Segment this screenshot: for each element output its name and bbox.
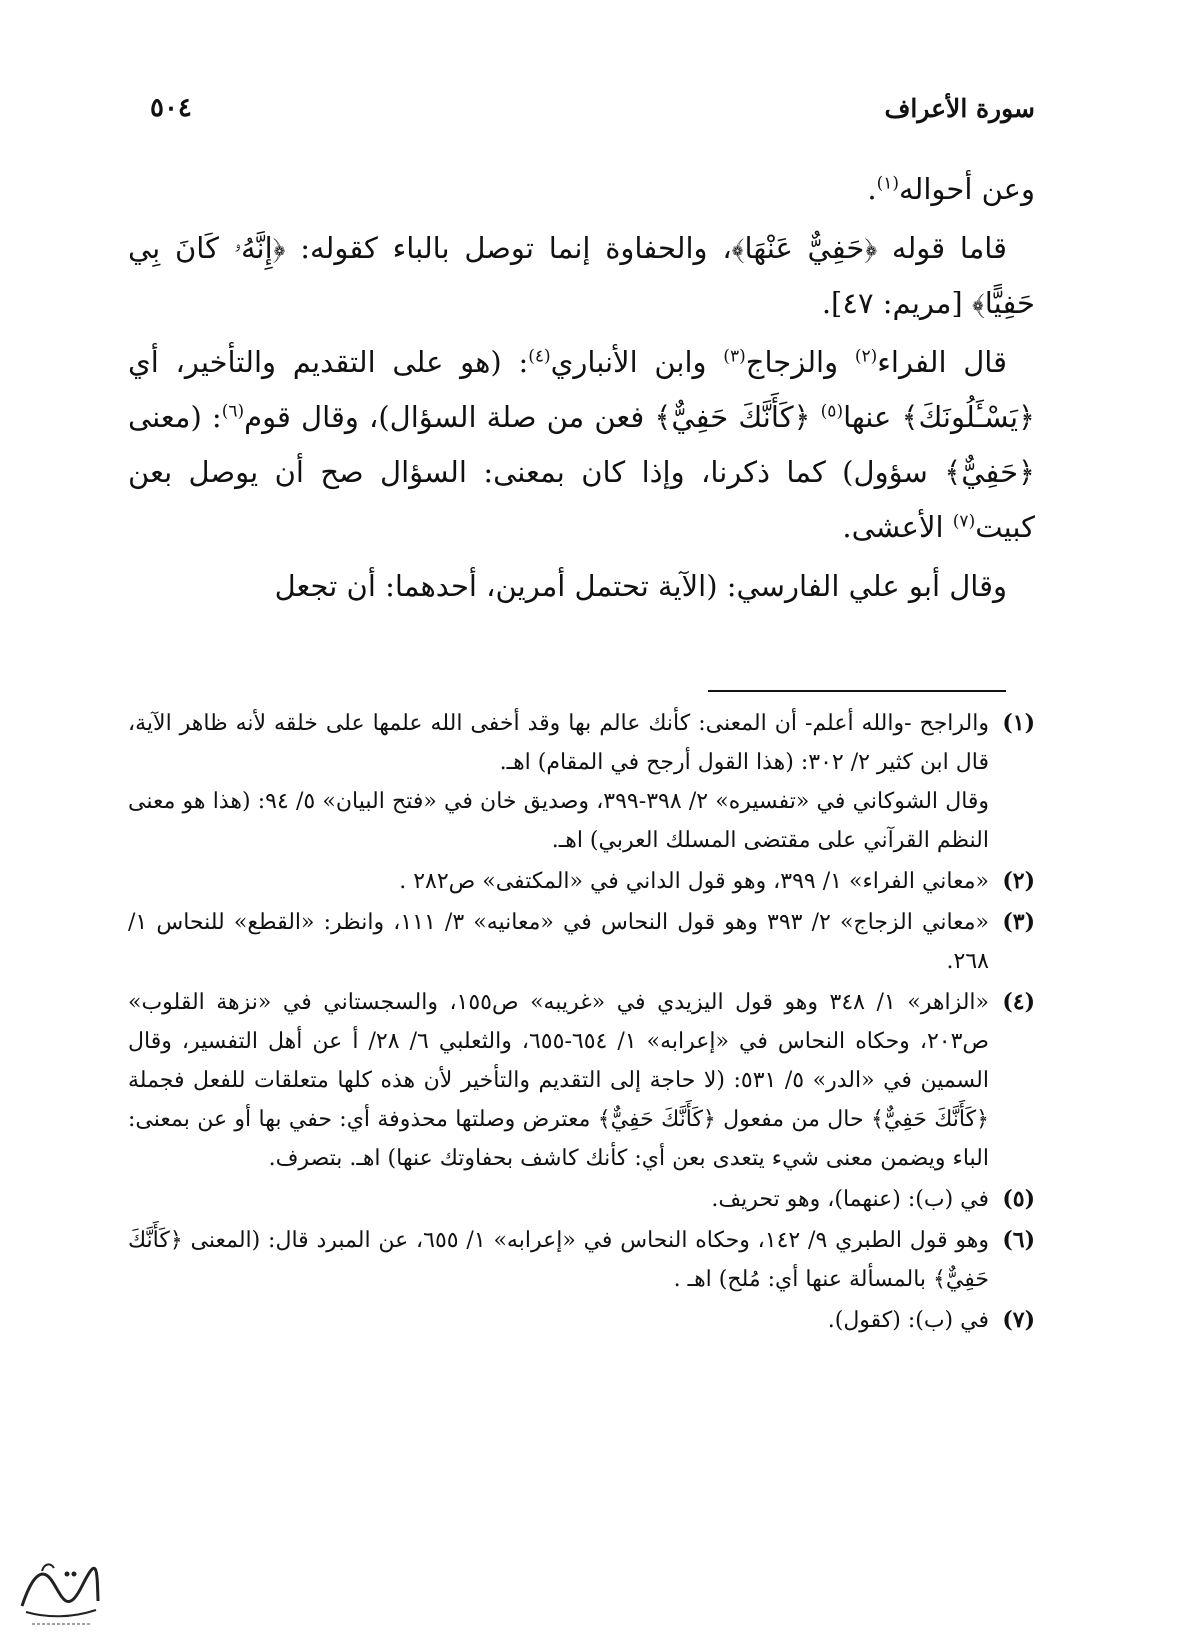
paragraph-2: قاما قوله ﴿حَفِيٌّ عَنْهَا﴾، والحفاوة إنما توصل بالباء كقوله: ﴿إِنَّهُۥ كَانَ بِي حَفِيًّا﴾ [مريم: ٤٧]. <box>128 231 1035 320</box>
footnote-line: وهو قول الطبري ٩/ ١٤٢، وحكاه النحاس في «إعرابه» ١/ ٦٥٥، عن المبرد قال: (المعنى ﴿كَأَنَّكَ حَفِيٌّ﴾ بالمسألة عنها أي: مُلح) اهـ . <box>128 1228 990 1292</box>
footnote-text <box>128 903 989 981</box>
footnote-text <box>128 1221 989 1299</box>
paragraph-text: وعن أحواله <box>898 172 1035 206</box>
footnote-number: (٥) <box>1002 1186 1035 1212</box>
footnote-6 <box>128 1221 1035 1299</box>
stamp-logo-icon <box>12 1546 104 1636</box>
footnote-number: (٦) <box>1002 1227 1035 1253</box>
footnote-5 <box>128 1180 1035 1219</box>
footnote-text <box>128 983 989 1178</box>
paragraph-tail: . <box>867 172 877 206</box>
footnote-separator <box>708 690 1006 692</box>
footnote-text <box>128 862 989 901</box>
main-text <box>128 162 1035 618</box>
footnotes <box>128 704 1035 1342</box>
footnote-2 <box>128 862 1035 901</box>
footnote-line: والراجح -والله أعلم- أن المعنى: كأنك عالم بها وقد أخفى الله علمها على خلقه لأنه ظاهر الآية، قال ابن كثير ٢/ ٣٠٢: (هذا القول أرجح في المقام) اهـ. <box>128 711 989 775</box>
footnote-line: «الزاهر» ١/ ٣٤٨ وهو قول اليزيدي في «غريبه» ص١٥٥، والسجستاني في «نزهة القلوب» ص٢٠٣، وحكاه النحاس في «إعرابه» ١/ ٦٥٤-٦٥٥، والثعلبي ٦/ ٢٨/ أ عن أهل التفسير، وقال السمين في «الدر» ٥/ ٥٣١: (لا حاجة إلى التقديم والتأخير لأن هذه كلها متعلقات للفعل فجملة ﴿كَأَنَّكَ حَفِيٌّ﴾ حال من مفعول ﴿كَأَنَّكَ حَفِيٌّ﴾ معترض وصلتها محذوفة أي: حفي بها أو عن بمعنى: الباء ويضمن معنى شيء يتعدى بعن أي: كأنك كاشف بحفاوتك عنها) اهـ. بتصرف. <box>128 990 990 1171</box>
paragraph-1 <box>128 162 1035 217</box>
paragraph-seg-e: ﴿كَأَنَّكَ حَفِيٌّ﴾ فعن من صلة السؤال)، وقال قوم <box>244 400 821 434</box>
footnote-line: «معاني الزجاج» ٢/ ٣٩٣ وهو قول النحاس في «معانيه» ٣/ ١١١، وانظر: «القطع» للنحاس ١/ ٢٦٨. <box>128 910 990 974</box>
paragraph-seg-b: والزجاج <box>745 345 855 379</box>
page-number: ٥٠٤ <box>150 93 192 123</box>
page-header <box>150 88 1035 128</box>
footnote-number: (٧) <box>1002 1307 1035 1333</box>
surah-title: سورة الأعراف <box>884 93 1035 123</box>
footnote-number: (٤) <box>1002 989 1035 1015</box>
paragraph-seg-c: وابن الأنباري <box>550 345 724 379</box>
footnote-ref-6: (٦) <box>221 401 245 422</box>
paragraph-seg-g: الأعشى. <box>842 510 953 544</box>
footnote-line: وقال الشوكاني في «تفسيره» ٢/ ٣٩٨-٣٩٩، وصديق خان في «فتح البيان» ٥/ ٩٤: (هذا هو معنى النظم القرآني على مقتضى المسلك العربي) اهـ. <box>128 789 990 853</box>
footnote-ref-2: (٢) <box>854 346 878 367</box>
paragraph-seg-a: قال الفراء <box>877 345 1007 379</box>
footnote-3 <box>128 903 1035 981</box>
footnote-line: في (ب): (كقول). <box>827 1308 989 1333</box>
paragraph-seg-d: : (هو على التقديم والتأخير، أي ﴿يَسْـَٔلُونَكَ﴾ عنها <box>128 345 1036 434</box>
footnote-4 <box>128 983 1035 1178</box>
paragraph-3 <box>128 335 1035 555</box>
footnote-number: (١) <box>1002 710 1035 736</box>
footnote-ref-5: (٥) <box>820 401 844 422</box>
footnote-line: في (ب): (عنهما)، وهو تحريف. <box>711 1187 989 1212</box>
paragraph-seg-f: : (معنى ﴿حَفِيٌّ﴾ سؤول) كما ذكرنا، وإذا كان بمعنى: السؤال صح أن يوصل بعن كبيت <box>128 400 1035 544</box>
footnote-ref-7: (٧) <box>952 511 976 532</box>
footnote-line: «معاني الفراء» ١/ ٣٩٩، وهو قول الداني في «المكتفى» ص٢٨٢ . <box>399 869 989 894</box>
footnote-text <box>128 1180 989 1219</box>
footnote-ref-3: (٣) <box>723 346 746 367</box>
footnote-7 <box>128 1301 1035 1340</box>
footnote-ref-1: (١) <box>876 173 899 194</box>
paragraph-4: وقال أبو علي الفارسي: (الآية تحتمل أمرين، أحدهما: أن تجعل <box>274 569 1007 603</box>
footnote-ref-4: (٤) <box>528 346 551 367</box>
footnote-1 <box>128 704 1035 860</box>
footnote-text <box>128 1301 989 1340</box>
footnote-number: (٢) <box>1002 868 1035 894</box>
footnote-number: (٣) <box>1002 909 1035 935</box>
footnote-text <box>128 704 989 860</box>
